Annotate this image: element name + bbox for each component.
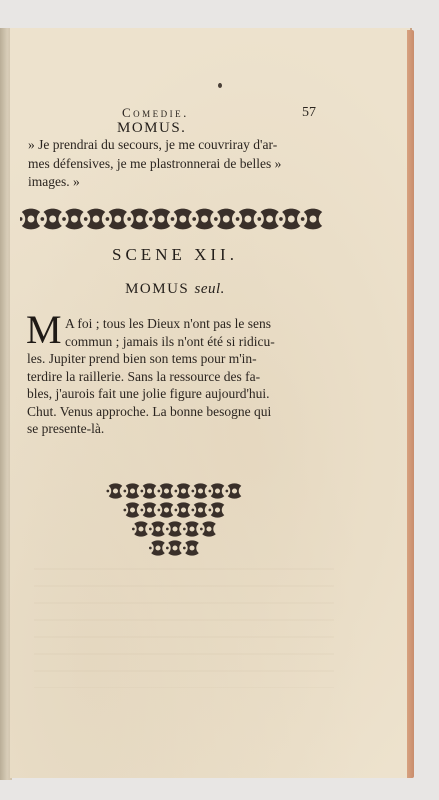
running-head: Comedie. xyxy=(122,105,189,120)
stage-note: seul. xyxy=(194,281,225,297)
fleuron-glyph xyxy=(157,502,173,517)
body-line: Chut. Venus approche. La bonne besogne qui xyxy=(27,403,272,419)
quote-line: mes défensives, je me plastronnerai de belles » xyxy=(28,155,282,171)
body-line: A foi ; tous les Dieux n'ont pas le sens xyxy=(65,316,272,331)
scene-character-line xyxy=(10,281,340,298)
fleuron-glyph xyxy=(149,521,165,536)
page-number: 57 xyxy=(302,105,316,120)
fleuron-glyph xyxy=(301,209,322,230)
quote-line: » Je prendrai du secours, je me couvriray d'ar- xyxy=(28,137,278,152)
tailpiece-ornament xyxy=(100,481,250,561)
fleuron-glyph xyxy=(236,209,257,230)
fleuron-glyph xyxy=(214,209,235,230)
body-line: terdire la raillerie. Sans la ressource des fa- xyxy=(27,368,261,384)
fleuron-glyph xyxy=(157,483,173,498)
fleuron-glyph xyxy=(183,540,199,555)
show-through-text xyxy=(34,568,334,688)
fleuron-glyph xyxy=(140,502,156,517)
fleuron-glyph xyxy=(208,483,224,498)
fleuron-glyph xyxy=(62,209,83,230)
fleuron-glyph xyxy=(200,521,216,536)
fleuron-glyph xyxy=(127,209,148,230)
fleuron-glyph xyxy=(183,521,199,536)
body-line: bles, j'aurois fait une jolie figure aujourd'hui. xyxy=(27,386,270,401)
drop-cap: M xyxy=(26,307,62,352)
fleuron-glyph xyxy=(84,209,105,230)
scene-character: MOMUS xyxy=(125,281,190,297)
fleuron-glyph xyxy=(191,483,207,498)
scene-title: SCENE XII. xyxy=(112,245,238,264)
fleuron-glyph xyxy=(174,502,190,517)
ink-dot xyxy=(218,83,222,88)
fleuron-glyph xyxy=(106,483,122,498)
fleuron-glyph xyxy=(123,502,139,517)
fleuron-glyph xyxy=(140,483,156,498)
fleuron-glyph xyxy=(149,209,170,230)
page-header xyxy=(10,105,412,121)
fleuron-glyph xyxy=(123,483,139,498)
fleuron-glyph xyxy=(20,209,40,230)
page-edge xyxy=(407,30,414,778)
body-line: commun ; jamais ils n'ont été si ridicu- xyxy=(65,333,275,349)
body-line: les. Jupiter prend bien son tems pour m'in- xyxy=(27,351,257,366)
fleuron-glyph xyxy=(41,209,62,230)
quoted-passage xyxy=(28,136,326,192)
book-page xyxy=(10,28,412,778)
quote-line: images. » xyxy=(28,174,80,189)
fleuron-glyph xyxy=(191,502,207,517)
fleuron-glyph xyxy=(171,209,192,230)
fleuron-glyph xyxy=(166,521,182,536)
fleuron-glyph xyxy=(208,502,224,517)
fleuron-glyph xyxy=(225,483,241,498)
speaker-name: MOMUS. xyxy=(117,120,187,136)
fleuron-glyph xyxy=(149,540,165,555)
body-line: se presente-là. xyxy=(27,421,105,436)
scene-body-text xyxy=(27,315,327,438)
fleuron-glyph xyxy=(192,209,213,230)
fleuron-glyph xyxy=(132,521,148,536)
fleuron-glyph xyxy=(174,483,190,498)
fleuron-glyph xyxy=(106,209,127,230)
fleuron-band-ornament xyxy=(20,206,324,232)
fleuron-glyph xyxy=(279,209,300,230)
fleuron-glyph xyxy=(166,540,182,555)
fleuron-glyph xyxy=(257,209,278,230)
